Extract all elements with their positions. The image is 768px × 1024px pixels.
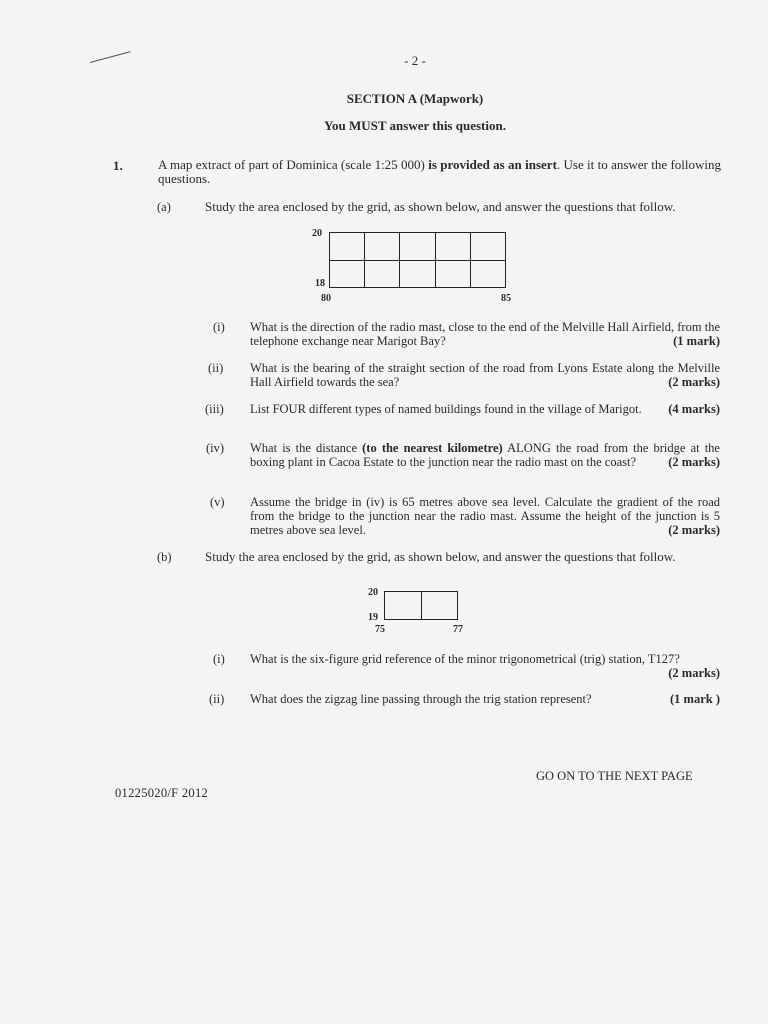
instruction-text: You MUST answer this question. <box>324 118 506 133</box>
sub-a-v-label: (v) <box>210 495 225 509</box>
intro-text-2: . Use it to answer the following questions. <box>158 157 721 186</box>
sub-a-iv-text-2: ALONG the road from the bridge at the boxing plant in Cacoa Estate to the junction near the radio mast on the coast? <box>250 441 720 469</box>
grid-a-bottom-label: 18 <box>315 278 325 289</box>
sub-b-i-marks: (2 marks) <box>668 666 720 680</box>
sub-a-i <box>250 320 720 348</box>
part-a-text: Study the area enclosed by the grid, as shown below, and answer the questions that follow. <box>205 199 676 214</box>
go-on-next-page: GO ON TO THE NEXT PAGE <box>536 769 693 783</box>
sub-a-iii-label: (iii) <box>205 402 224 416</box>
sub-b-i-text: What is the six-figure grid reference of the minor trigonometrical (trig) station, T127? <box>250 652 680 666</box>
grid-a-left-label: 80 <box>321 293 331 304</box>
sub-a-v-marks: (2 marks) <box>668 523 720 537</box>
grid-a-table <box>329 232 506 288</box>
grid-b-table <box>384 591 458 620</box>
grid-b-right-label: 77 <box>453 624 463 635</box>
sub-a-i-marks: (1 mark) <box>673 334 720 348</box>
part-b-label: (b) <box>157 550 172 564</box>
grid-a-right-label: 85 <box>501 293 511 304</box>
part-b-text: Study the area enclosed by the grid, as shown below, and answer the questions that follow. <box>205 549 676 564</box>
sub-a-iv-text-bold: (to the nearest kilometre) <box>362 441 503 455</box>
sub-a-iv-text-1: What is the distance <box>250 441 363 455</box>
grid-b-top-label: 20 <box>368 587 378 598</box>
part-a-label: (a) <box>157 200 171 214</box>
sub-a-i-text: What is the direction of the radio mast, close to the end of the Melville Hall Airfield, from the telephone exchange near Marigot Bay? <box>250 320 720 348</box>
sub-b-ii <box>250 692 720 706</box>
sub-a-iv <box>250 441 720 469</box>
sub-a-iv-label: (iv) <box>206 441 225 455</box>
sub-a-v <box>250 495 720 537</box>
sub-a-iv-marks: (2 marks) <box>668 455 720 469</box>
sub-a-iii <box>250 402 720 416</box>
question-number: 1. <box>113 158 123 173</box>
sub-b-i-label: (i) <box>213 652 225 666</box>
sub-a-v-text: Assume the bridge in (iv) is 65 metres above sea level. Calculate the gradient of the road from the bridge to the junction near the radio mast. Assume the height of the junction is 5 metres above sea level. <box>250 495 720 537</box>
sub-b-ii-text: What does the zigzag line passing through the trig station represent? <box>250 692 592 706</box>
sub-b-i <box>250 652 720 680</box>
sub-a-iii-marks: (4 marks) <box>668 402 720 416</box>
grid-b-bottom-label: 19 <box>368 612 378 623</box>
sub-a-ii-marks: (2 marks) <box>668 375 720 389</box>
paper-code: 01225020/F 2012 <box>115 786 209 800</box>
page-number: - 2 - <box>404 53 426 68</box>
intro-text-bold: is provided as an insert <box>428 157 557 172</box>
question-intro <box>158 158 721 186</box>
grid-b-left-label: 75 <box>375 624 385 635</box>
intro-text-1: A map extract of part of Dominica (scale 1:25 000) <box>158 157 429 172</box>
section-title: SECTION A (Mapwork) <box>346 91 484 106</box>
sub-a-iii-text: List FOUR different types of named buildings found in the village of Marigot. <box>250 402 642 416</box>
sub-a-ii-label: (ii) <box>208 361 224 375</box>
sub-b-ii-label: (ii) <box>209 692 225 706</box>
grid-a-top-label: 20 <box>312 228 322 239</box>
sub-b-ii-marks: (1 mark ) <box>670 692 720 706</box>
sub-a-ii-text: What is the bearing of the straight section of the road from Lyons Estate along the Melville Hall Airfield towards the sea? <box>250 361 720 389</box>
sub-a-i-label: (i) <box>213 320 225 334</box>
sub-a-ii <box>250 361 720 389</box>
